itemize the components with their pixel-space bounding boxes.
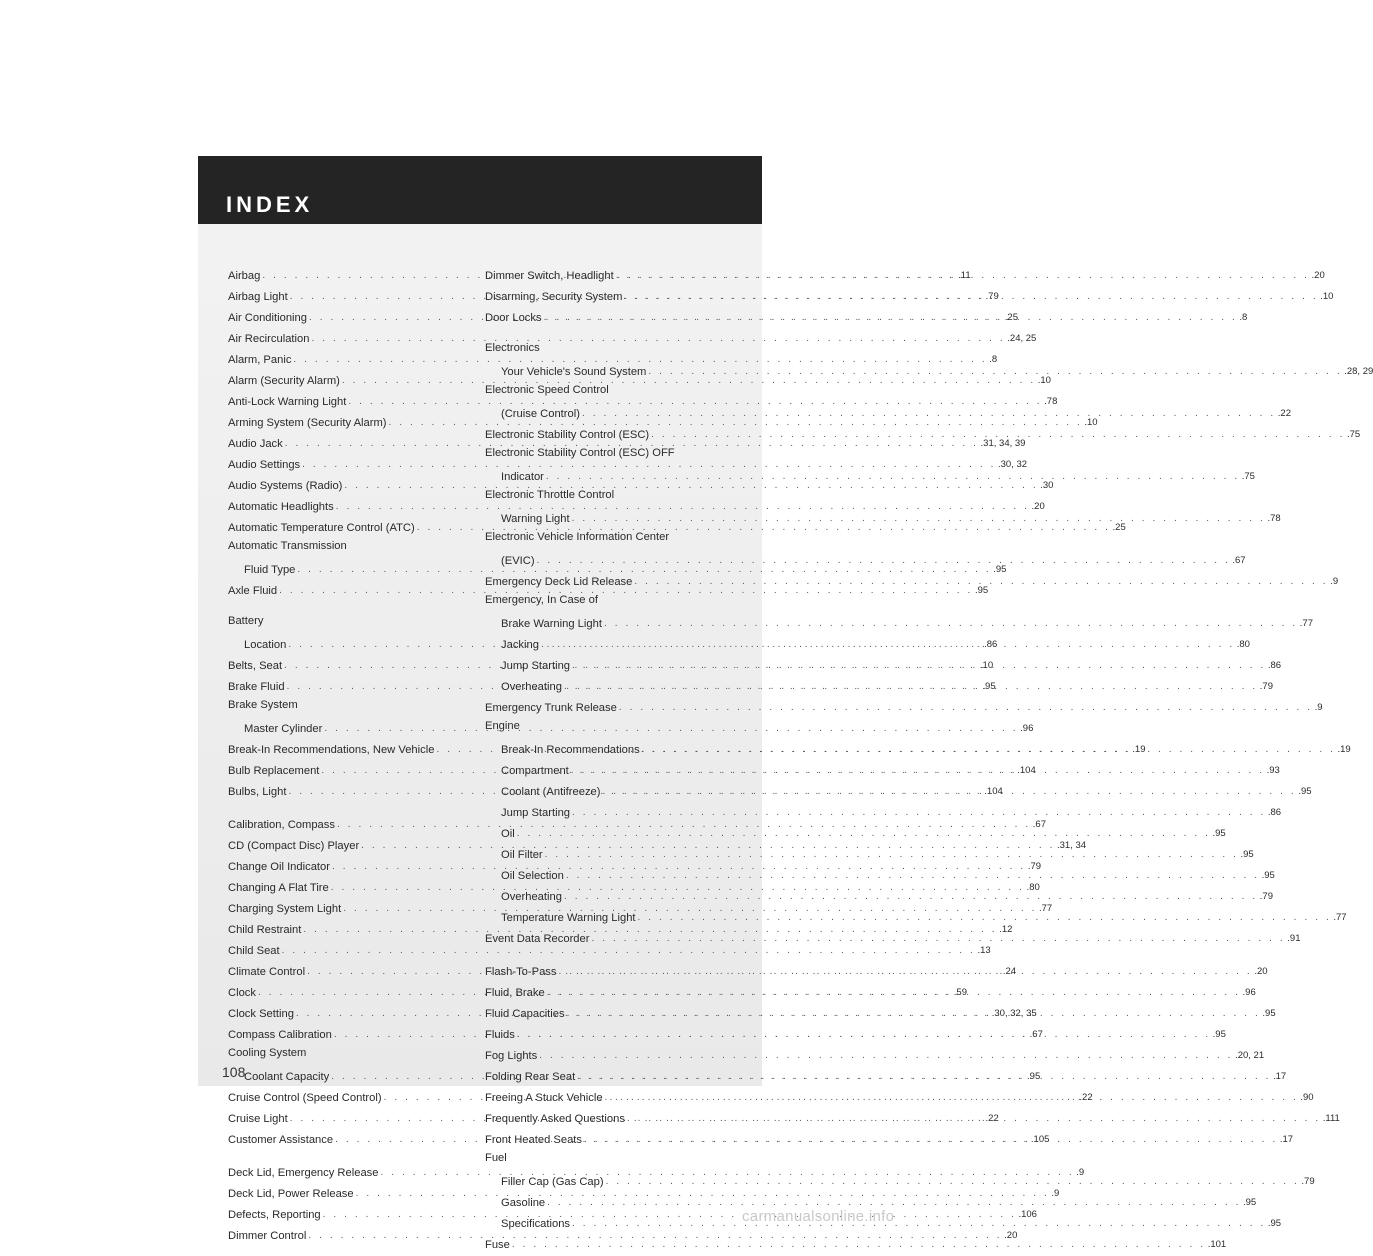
index-term: Fuel <box>485 1152 507 1164</box>
index-page-ref: .25 <box>1004 312 1019 323</box>
index-term: Audio Systems (Radio) <box>228 480 343 492</box>
page-title: INDEX <box>226 192 314 217</box>
index-entry <box>485 362 1373 379</box>
index-term: Air Recirculation <box>228 333 310 345</box>
index-term: Cooling System <box>228 1047 307 1059</box>
index-page-ref: .101 <box>1207 1239 1227 1250</box>
index-term: Master Cylinder <box>244 723 323 735</box>
dot-leader <box>603 785 1297 799</box>
index-page-ref: .95 <box>1027 1071 1041 1082</box>
index-page-ref: .28, 29 <box>1344 366 1373 377</box>
dot-leader <box>517 1028 1211 1042</box>
index-page-ref: .10 <box>1037 375 1051 386</box>
index-page-ref: .30 <box>1040 480 1054 491</box>
index-term: Jump Starting <box>501 807 571 819</box>
index-term: Child Seat <box>228 945 280 957</box>
index-entry <box>228 878 1040 895</box>
index-term: Location <box>244 639 287 651</box>
index-page-ref: .17 <box>1273 1071 1287 1082</box>
index-term: Child Restraint <box>228 924 302 936</box>
index-page-ref: .13 <box>977 945 991 956</box>
index-group-heading <box>485 383 725 400</box>
index-section-gap <box>228 1151 468 1163</box>
index-group-heading <box>485 593 725 610</box>
index-page-ref: .80 <box>1026 882 1040 893</box>
index-term: Axle Fluid <box>228 585 278 597</box>
index-entry <box>485 404 1291 421</box>
index-group-heading <box>485 488 725 505</box>
index-page-ref: .96 <box>1242 987 1256 998</box>
index-group-heading <box>228 614 468 631</box>
index-term: Electronic Vehicle Information Center <box>485 531 670 543</box>
index-entry <box>228 1184 1060 1201</box>
index-entry <box>228 899 1053 916</box>
index-entry <box>228 836 1087 853</box>
index-term: Fluid Capacities <box>485 1008 565 1020</box>
dot-leader <box>604 617 1298 631</box>
index-term: Fluid, Brake <box>485 987 545 999</box>
index-page-ref: .9 <box>1051 1188 1060 1199</box>
index-term: Oil Filter <box>501 849 543 861</box>
index-term: Cruise Light <box>228 1113 288 1125</box>
dot-leader <box>564 680 1258 694</box>
index-page-ref: .75 <box>1346 429 1361 440</box>
index-page-ref: .95 <box>1262 1008 1276 1019</box>
index-term: Coolant Capacity <box>244 1071 330 1083</box>
index-page-ref: .24, 25 <box>1007 333 1037 344</box>
index-page-ref: .25 <box>1112 522 1126 533</box>
index-page-ref: .78 <box>1044 396 1058 407</box>
index-term: Brake System <box>228 699 298 711</box>
page-header <box>198 156 762 224</box>
dot-leader <box>624 290 1318 304</box>
index-page-ref: .9 <box>1314 702 1323 713</box>
index-term: Flash-To-Pass <box>485 966 557 978</box>
index-section-gap <box>485 950 725 962</box>
index-entry <box>228 941 991 958</box>
index-entry <box>485 1046 1265 1063</box>
index-page-ref: .20 <box>1004 1230 1018 1241</box>
index-term: Brake Fluid <box>228 681 285 693</box>
index-term: Frequently Asked Questions <box>485 1113 625 1125</box>
index-term: Calibration, Compass <box>228 819 335 831</box>
index-term: Emergency Deck Lid Release <box>485 576 633 588</box>
index-entry <box>228 392 1058 409</box>
index-term: Event Data Recorder <box>485 933 590 945</box>
dot-leader <box>537 554 1231 568</box>
dot-leader <box>606 1175 1300 1189</box>
index-term: Overheating <box>501 681 562 693</box>
index-page-ref: .20 <box>1311 270 1325 281</box>
index-term: Automatic Headlights <box>228 501 334 513</box>
index-page-ref: .12 <box>999 924 1013 935</box>
index-page-ref: .86 <box>1267 807 1282 818</box>
index-entry <box>228 920 1013 937</box>
index-page-ref: .95 <box>1212 1029 1226 1040</box>
dot-leader <box>517 827 1211 841</box>
index-page-ref: .111 <box>1322 1113 1340 1124</box>
index-page-ref: .95 <box>974 585 989 596</box>
dot-leader <box>616 269 1310 283</box>
dot-leader <box>591 932 1285 946</box>
index-term: Clock Setting <box>228 1008 294 1020</box>
index-term: Electronic Speed Control <box>485 384 609 396</box>
index-group-heading <box>228 539 468 556</box>
dot-leader <box>605 1091 1299 1105</box>
index-page-ref: .10 <box>1084 417 1098 428</box>
dot-leader <box>545 848 1239 862</box>
index-term: Electronic Throttle Control <box>485 489 615 501</box>
index-term: Coolant (Antifreeze) <box>501 786 601 798</box>
index-term: Climate Control <box>228 966 306 978</box>
index-term: Alarm (Security Alarm) <box>228 375 340 387</box>
index-term: Anti-Lock Warning Light <box>228 396 347 408</box>
index-page-ref: .95 <box>1212 828 1226 839</box>
index-term: Brake Warning Light <box>501 618 602 630</box>
index-entry <box>485 908 1347 925</box>
dot-leader <box>566 869 1260 883</box>
index-page-ref: .20, 21 <box>1235 1050 1265 1061</box>
index-term: Customer Assistance <box>228 1134 334 1146</box>
index-page-ref: .20 <box>1031 501 1045 512</box>
index-entry <box>485 425 1361 442</box>
index-entry <box>485 572 1339 589</box>
index-group-heading <box>485 341 725 358</box>
watermark-text: carmanualsonline.info <box>742 1208 895 1225</box>
index-page-ref: .17 <box>1279 1134 1294 1145</box>
index-term: Dimmer Switch, Headlight <box>485 270 614 282</box>
index-entry <box>228 1226 1018 1243</box>
dot-leader <box>572 659 1266 673</box>
dot-leader <box>572 806 1266 820</box>
dot-leader <box>651 428 1345 442</box>
dot-leader <box>619 701 1313 715</box>
index-page-ref: .67 <box>1029 1029 1043 1040</box>
index-page-ref: .67 <box>1032 819 1046 830</box>
index-page-ref: .86 <box>984 639 998 650</box>
index-term: Folding Rear Seat <box>485 1071 576 1083</box>
index-page-ref: .77 <box>1299 618 1313 629</box>
index-page-ref: .75 <box>1241 471 1255 482</box>
index-page-ref: .95 <box>1298 786 1312 797</box>
index-entry <box>485 1172 1315 1189</box>
index-page-ref: .86 <box>1267 660 1282 671</box>
index-page-ref: .20 <box>1254 966 1268 977</box>
index-term: Deck Lid, Emergency Release <box>228 1167 379 1179</box>
index-term: Break-In Recommendations <box>501 744 640 756</box>
index-page-ref: .96 <box>1020 723 1034 734</box>
index-page-ref: .78 <box>1267 513 1281 524</box>
index-entry <box>228 740 1146 757</box>
index-page-ref: .95 <box>1240 849 1254 860</box>
index-group-heading <box>485 1151 725 1168</box>
dot-leader <box>572 1217 1266 1231</box>
dot-leader <box>582 407 1276 421</box>
index-term: Deck Lid, Power Release <box>228 1188 354 1200</box>
index-entry <box>228 455 1028 472</box>
index-page-ref: .95 <box>1267 1218 1282 1229</box>
index-page-ref: .22 <box>1277 408 1291 419</box>
dot-leader <box>564 890 1258 904</box>
index-page-ref: .9 <box>1330 576 1339 587</box>
index-page-ref: .104 <box>1017 765 1036 776</box>
dot-leader <box>634 575 1328 589</box>
index-term: Temperature Warning Light <box>501 912 636 924</box>
index-term: Battery <box>228 615 264 627</box>
index-term: Audio Jack <box>228 438 283 450</box>
index-page-ref: .91 <box>1287 933 1301 944</box>
index-entry <box>485 467 1255 484</box>
index-entry <box>485 803 1282 820</box>
index-section-gap <box>485 329 725 341</box>
index-page-ref: .31, 34, 39 <box>980 438 1026 449</box>
index-page-ref: .10 <box>1320 291 1334 302</box>
index-term: Air Conditioning <box>228 312 307 324</box>
index-term: Bulbs, Light <box>228 786 287 798</box>
index-term: Alarm, Panic <box>228 354 292 366</box>
index-entry <box>485 1193 1257 1210</box>
index-group-heading <box>485 719 725 736</box>
dot-leader <box>547 986 1241 1000</box>
dot-leader <box>577 1070 1271 1084</box>
index-term: Compartment <box>501 765 569 777</box>
index-group-heading <box>228 1046 468 1063</box>
index-page-ref: .77 <box>1039 903 1053 914</box>
index-page-ref: .95 <box>993 564 1007 575</box>
index-page-ref: .95 <box>1242 1197 1257 1208</box>
index-term: Electronic Stability Control (ESC) <box>485 429 650 441</box>
index-page-ref: .79 <box>1259 681 1273 692</box>
index-page-ref: .19 <box>1337 744 1351 755</box>
index-page-ref: .31, 34 <box>1056 840 1087 851</box>
index-term: Fluids <box>485 1029 515 1041</box>
index-term: Electronic Stability Control (ESC) OFF <box>485 447 675 459</box>
index-page-ref: .22 <box>985 1113 999 1124</box>
index-term: Overheating <box>501 891 562 903</box>
index-page-ref: .77 <box>1333 912 1347 923</box>
index-page-ref: .59 <box>953 987 968 998</box>
index-entry <box>228 329 1037 346</box>
index-page-ref: .10 <box>979 660 994 671</box>
dot-leader <box>638 911 1332 925</box>
index-page-ref: .79 <box>985 291 999 302</box>
index-entry <box>485 698 1323 715</box>
index-term: Indicator <box>501 471 544 483</box>
index-entry <box>485 551 1246 568</box>
index-page-ref: .67 <box>1232 555 1246 566</box>
index-page-ref: .95 <box>982 681 996 692</box>
dot-leader <box>627 1112 1321 1126</box>
index-page-ref: .30, 32, 35 <box>991 1008 1037 1019</box>
index-term: Freeing A Stuck Vehicle <box>485 1092 603 1104</box>
index-term: Airbag <box>228 270 261 282</box>
index-term: Automatic Transmission <box>228 540 347 552</box>
index-group-heading <box>228 698 468 715</box>
page-number: 108 <box>222 1064 246 1080</box>
dot-leader <box>539 1049 1233 1063</box>
index-term: Emergency Trunk Release <box>485 702 617 714</box>
index-term: Engine <box>485 720 520 732</box>
index-term: (EVIC) <box>501 555 535 567</box>
index-term: Belts, Seat <box>228 660 283 672</box>
index-term: Filler Cap (Gas Cap) <box>501 1176 604 1188</box>
dot-leader <box>584 1133 1278 1147</box>
index-term: Break-In Recommendations, New Vehicle <box>228 744 435 756</box>
index-page-ref: .105 <box>1030 1134 1050 1145</box>
index-term: Airbag Light <box>228 291 288 303</box>
index-page-ref: .104 <box>984 786 1003 797</box>
index-term: Oil Selection <box>501 870 564 882</box>
index-page-ref: .93 <box>1266 765 1280 776</box>
index-entry <box>228 857 1042 874</box>
index-entry <box>228 1163 1085 1180</box>
dot-leader <box>546 470 1240 484</box>
index-page-ref: .106 <box>1018 1209 1037 1220</box>
dot-leader <box>559 965 1253 979</box>
dot-leader <box>571 764 1265 778</box>
index-page-ref: .8 <box>989 354 998 365</box>
index-entry <box>228 497 1045 514</box>
index-term: Automatic Temperature Control (ATC) <box>228 522 415 534</box>
index-term: Arming System (Security Alarm) <box>228 417 387 429</box>
index-group-heading <box>485 530 725 547</box>
index-term: Warning Light <box>501 513 570 525</box>
index-entry <box>485 740 1351 757</box>
index-section-gap <box>228 602 468 614</box>
index-term: Gasoline <box>501 1197 546 1209</box>
dot-leader <box>512 1238 1206 1252</box>
dot-leader <box>648 365 1342 379</box>
index-entry <box>228 815 1046 832</box>
index-page-ref: .80 <box>1236 639 1250 650</box>
index-term: Your Vehicle's Sound System <box>501 366 647 378</box>
index-term: Bulb Replacement <box>228 765 320 777</box>
index-term: Disarming, Security System <box>485 291 623 303</box>
index-term: Specifications <box>501 1218 571 1230</box>
index-page-ref: .79 <box>1259 891 1273 902</box>
dot-leader <box>541 638 1235 652</box>
index-group-heading <box>485 446 725 463</box>
index-term: Fluid Type <box>244 564 296 576</box>
dot-leader <box>567 1007 1261 1021</box>
index-term: Defects, Reporting <box>228 1209 321 1221</box>
index-term: (Cruise Control) <box>501 408 580 420</box>
index-term: Jacking <box>501 639 539 651</box>
index-entry <box>228 350 998 367</box>
index-page-ref: .24 <box>1002 966 1017 977</box>
index-page-ref: .19 <box>1132 744 1146 755</box>
index-page-ref: .95 <box>1261 870 1275 881</box>
index-page-ref: .79 <box>1301 1176 1315 1187</box>
index-term: Changing A Flat Tire <box>228 882 329 894</box>
index-term: Audio Settings <box>228 459 301 471</box>
index-page-ref: .9 <box>1076 1167 1085 1178</box>
index-page-ref: .79 <box>1027 861 1042 872</box>
index-term: Door Locks <box>485 312 542 324</box>
index-term: Compass Calibration <box>228 1029 332 1041</box>
index-term: Emergency, In Case of <box>485 594 598 606</box>
index-term: CD (Compact Disc) Player <box>228 840 360 852</box>
index-page-ref: .30, 32 <box>997 459 1028 470</box>
index-term: Cruise Control (Speed Control) <box>228 1092 382 1104</box>
index-term: Electronics <box>485 342 540 354</box>
index-term: Dimmer Control <box>228 1230 307 1242</box>
dot-leader <box>572 512 1266 526</box>
index-page-ref: .11 <box>958 270 971 281</box>
index-term: Jump Starting <box>501 660 571 672</box>
index-page-ref: .90 <box>1300 1092 1314 1103</box>
dot-leader <box>642 743 1336 757</box>
index-entry <box>485 509 1281 526</box>
index-section-gap <box>228 803 468 815</box>
index-term: Clock <box>228 987 256 999</box>
index-term: Fog Lights <box>485 1050 538 1062</box>
index-term: Front Heated Seats <box>485 1134 583 1146</box>
index-term: Change Oil Indicator <box>228 861 330 873</box>
index-term: Charging System Light <box>228 903 342 915</box>
index-entry <box>485 614 1313 631</box>
dot-leader <box>544 311 1238 325</box>
index-term: Oil <box>501 828 515 840</box>
index-page-ref: .8 <box>1239 312 1248 323</box>
index-page-ref: .22 <box>1079 1092 1093 1103</box>
index-term: Fuse <box>485 1239 510 1251</box>
